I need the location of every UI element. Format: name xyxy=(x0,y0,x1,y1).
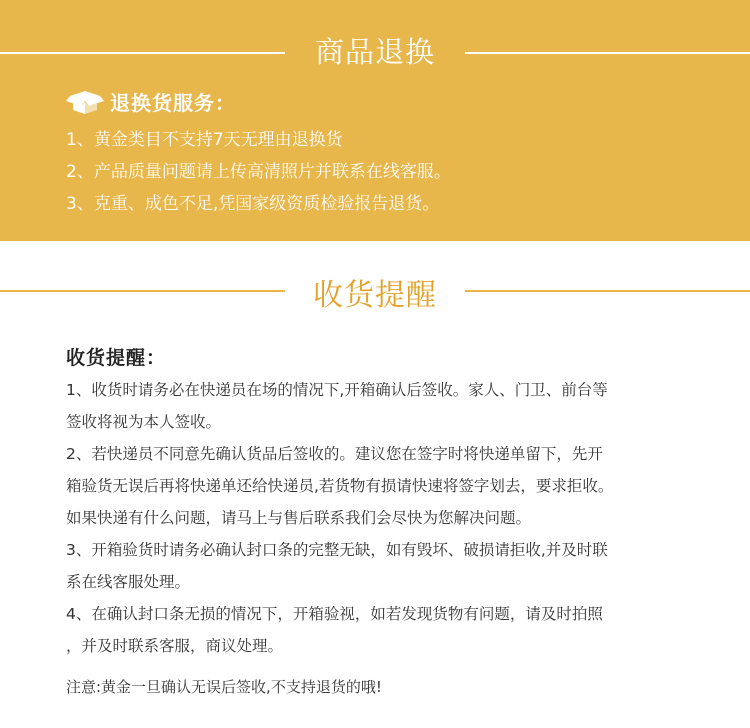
reminder-line: 2、若快递员不同意先确认货品后签收的。建议您在签字时将快递单留下，先开 xyxy=(66,445,603,463)
reminder-line: 3、开箱验货时请务必确认封口条的完整无缺，如有毁坏、破损请拒收,并及时联 xyxy=(66,541,608,559)
reminder-line: 4、在确认封口条无损的情况下，开箱验视，如若发现货物有问题，请及时拍照 xyxy=(66,605,603,623)
reminder-line: 1、收货时请务必在快递员在场的情况下,开箱确认后签收。家人、门卫、前台等 xyxy=(66,381,608,399)
service-heading xyxy=(66,86,236,116)
service-title: 退换货服务： xyxy=(110,90,236,115)
notice-text: 注意:黄金一旦确认无误后签收,不支持退货的哦! xyxy=(66,678,382,696)
reminder-line: 签收将视为本人签收。 xyxy=(66,413,222,431)
service-item: 3、克重、成色不足,凭国家级资质检验报告退货。 xyxy=(66,194,440,214)
service-list xyxy=(66,124,451,220)
returns-header xyxy=(0,20,750,84)
returns-title: 商品退换 xyxy=(314,35,435,69)
reminder-heading: 收货提醒： xyxy=(66,347,167,369)
header-divider-right xyxy=(465,52,750,54)
reminder-body xyxy=(66,374,706,662)
reminder-header xyxy=(0,262,750,322)
box-icon xyxy=(66,88,104,114)
returns-section xyxy=(0,0,750,241)
reminder-line: 箱验货无误后再将快递单还给快递员,若货物有损请快速将签字划去，要求拒收。 xyxy=(66,477,614,495)
reminder-title: 收货提醒 xyxy=(313,278,437,313)
reminder-divider-right xyxy=(465,290,750,292)
service-item: 1、黄金类目不支持7天无理由退换货 xyxy=(66,130,343,150)
reminder-line: ，并及时联系客服，商议处理。 xyxy=(66,637,284,655)
reminder-line: 系在线客服处理。 xyxy=(66,573,191,591)
reminder-line: 如果快递有什么问题，请马上与售后联系我们会尽快为您解决问题。 xyxy=(66,509,532,527)
service-item: 2、产品质量问题请上传高清照片并联系在线客服。 xyxy=(66,162,451,182)
